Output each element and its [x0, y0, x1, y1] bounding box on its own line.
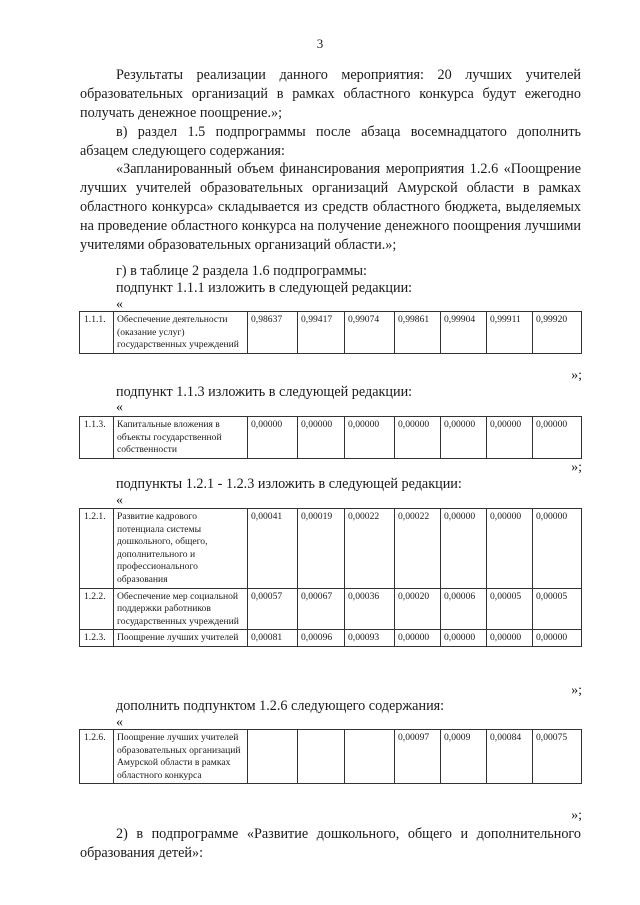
page-number: 3 [316, 36, 324, 51]
row-number-cell: 1.1.3. [80, 417, 114, 459]
open-quote-1: « [116, 297, 123, 312]
value-cell: 0,00006 [441, 588, 487, 630]
value-cell: 0,00000 [345, 417, 395, 459]
open-quote-4: « [116, 715, 123, 730]
table-row [80, 509, 582, 589]
value-cell: 0,0009 [441, 730, 487, 784]
value-cell: 0,98637 [248, 312, 298, 354]
close-quote-1: »; [571, 368, 582, 383]
value-cell: 0,99074 [345, 312, 395, 354]
value-cell: 0,99920 [533, 312, 582, 354]
paragraph-results: Результаты реализации данного мероприятия: 20 лучших учителей образовательных организаций в рамках областного конкурса будут ежегодно получать денежное поощрение.»; [80, 67, 581, 121]
value-cell: 0,99911 [487, 312, 533, 354]
value-cell: 0,00000 [395, 630, 441, 647]
table-row [80, 588, 582, 630]
row-name-cell: Поощрение лучших учителей образовательных организаций Амурской области в рамках областного конкурса [114, 730, 248, 784]
paragraph-section-1-5: в) раздел 1.5 подпрограммы после абзаца восемнадцатого дополнить абзацем следующего содержания: [80, 124, 581, 159]
value-cell: 0,00081 [248, 630, 298, 647]
value-cell: 0,99904 [441, 312, 487, 354]
close-quote-3: »; [571, 683, 582, 698]
open-quote-3: « [116, 493, 123, 508]
value-cell: 0,00000 [533, 417, 582, 459]
value-cell: 0,00019 [298, 509, 345, 589]
value-cell: 0,00067 [298, 588, 345, 630]
value-cell: 0,00022 [395, 509, 441, 589]
paragraph-funding: «Запланированный объем финансирования мероприятия 1.2.6 «Поощрение лучших учителей образовательных организаций Амурской области в рамках областного конкурса» складывается из средств областного бюджета, выделяемых на проведение областного конкурса на получение денежного поощрения лучшими учителями образовательных организаций области.»; [80, 161, 581, 253]
value-cell: 0,00000 [487, 630, 533, 647]
table-row [80, 417, 582, 459]
table-subitem-1-2-6 [79, 729, 582, 784]
paragraph-add-subitem-1-2-6: дополнить подпунктом 1.2.6 следующего содержания: [116, 698, 445, 714]
value-cell: 0,00005 [533, 588, 582, 630]
table-subitem-1-1-1 [79, 311, 582, 354]
value-cell: 0,00093 [345, 630, 395, 647]
close-quote-2: »; [571, 460, 582, 475]
row-name-cell: Обеспечение мер социальной поддержки работников государственных учреждений [114, 588, 248, 630]
value-cell [345, 730, 395, 784]
row-name-cell: Поощрение лучших учителей [114, 630, 248, 647]
value-cell: 0,00000 [441, 417, 487, 459]
value-cell: 0,00022 [345, 509, 395, 589]
paragraph-subitem-1-1-1: подпункт 1.1.1 изложить в следующей редакции: [116, 280, 413, 296]
paragraph-subitems-1-2-1-to-1-2-3: подпункты 1.2.1 - 1.2.3 изложить в следующей редакции: [116, 476, 462, 492]
paragraph-subitem-1-1-3: подпункт 1.1.3 изложить в следующей редакции: [116, 384, 413, 400]
paragraph-subprogram-2: 2) в подпрограмме «Развитие дошкольного, общего и дополнительного образования детей»: [80, 826, 581, 861]
value-cell: 0,00000 [441, 509, 487, 589]
value-cell: 0,99417 [298, 312, 345, 354]
paragraph-table-2: г) в таблице 2 раздела 1.6 подпрограммы: [116, 263, 367, 279]
value-cell [248, 730, 298, 784]
value-cell: 0,00000 [298, 417, 345, 459]
value-cell: 0,00096 [298, 630, 345, 647]
row-number-cell: 1.2.6. [80, 730, 114, 784]
row-name-cell: Обеспечение деятельности (оказание услуг) государственных учреждений [114, 312, 248, 354]
value-cell: 0,00020 [395, 588, 441, 630]
table-row [80, 730, 582, 784]
value-cell: 0,00036 [345, 588, 395, 630]
table-row [80, 630, 582, 647]
value-cell: 0,00084 [487, 730, 533, 784]
row-number-cell: 1.1.1. [80, 312, 114, 354]
row-name-cell: Развитие кадрового потенциала системы дошкольного, общего, дополнительного и профессионального образования [114, 509, 248, 589]
value-cell: 0,99861 [395, 312, 441, 354]
value-cell: 0,00000 [487, 509, 533, 589]
value-cell: 0,00000 [395, 417, 441, 459]
table-subitems-1-2 [79, 508, 582, 647]
row-number-cell: 1.2.2. [80, 588, 114, 630]
value-cell: 0,00000 [248, 417, 298, 459]
value-cell: 0,00057 [248, 588, 298, 630]
row-number-cell: 1.2.1. [80, 509, 114, 589]
value-cell: 0,00005 [487, 588, 533, 630]
value-cell [298, 730, 345, 784]
row-name-cell: Капитальные вложения в объекты государственной собственности [114, 417, 248, 459]
value-cell: 0,00097 [395, 730, 441, 784]
table-row [80, 312, 582, 354]
value-cell: 0,00041 [248, 509, 298, 589]
value-cell: 0,00000 [487, 417, 533, 459]
close-quote-4: »; [571, 808, 582, 823]
table-subitem-1-1-3 [79, 416, 582, 459]
value-cell: 0,00000 [533, 630, 582, 647]
value-cell: 0,00075 [533, 730, 582, 784]
value-cell: 0,00000 [533, 509, 582, 589]
row-number-cell: 1.2.3. [80, 630, 114, 647]
value-cell: 0,00000 [441, 630, 487, 647]
open-quote-2: « [116, 400, 123, 415]
